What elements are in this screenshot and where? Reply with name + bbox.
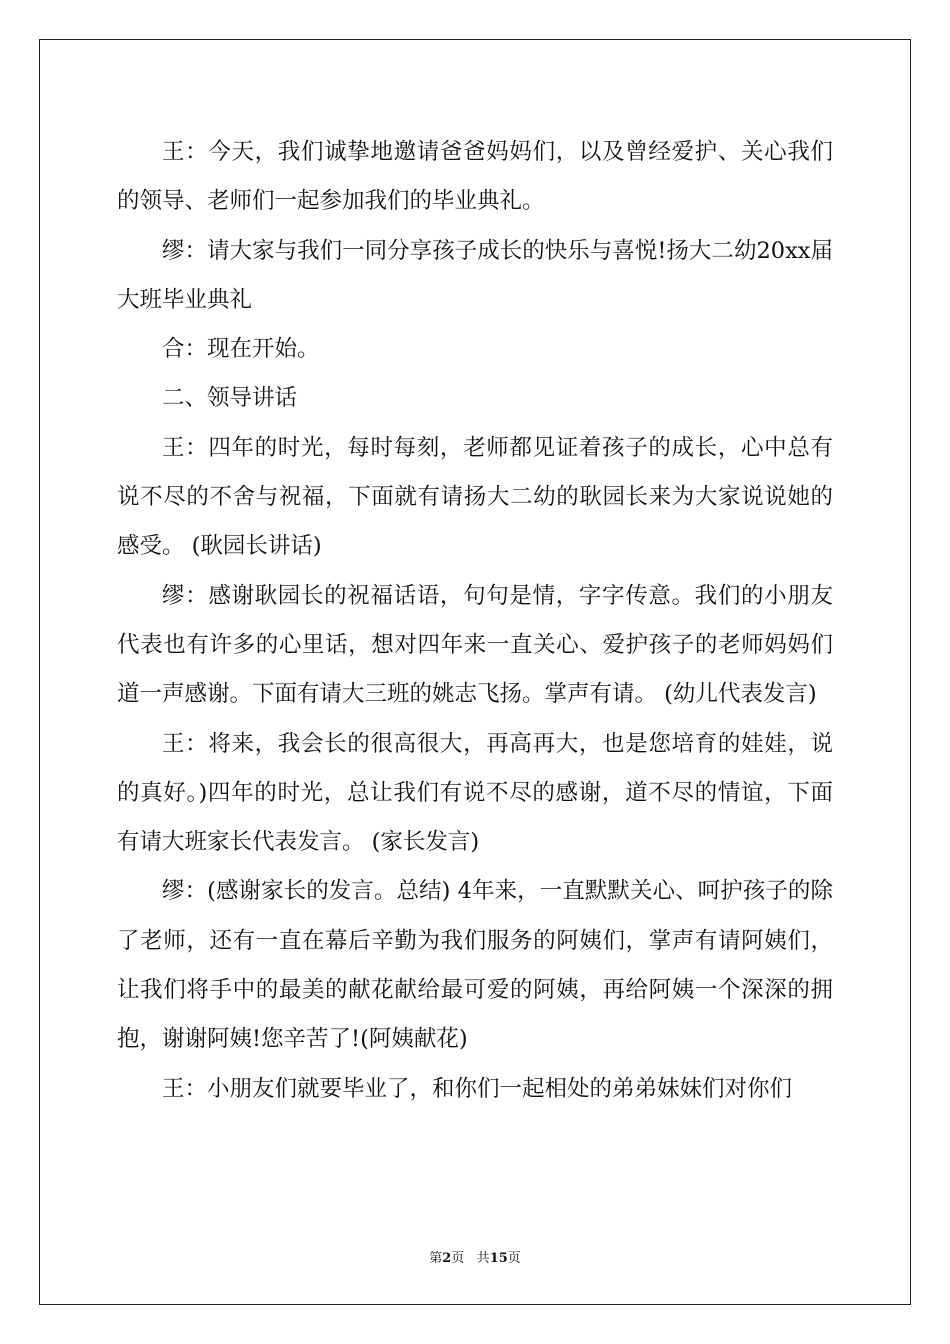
paragraph: 缪：(感谢家长的发言。总结) 4年来，一直默默关心、呵护孩子的除了老师，还有一直在幕后辛勤为我们服务的阿姨们，掌声有请阿姨们，让我们将手中的最美的献花献给最可爱的阿姨，再给阿姨一个深深的拥抱，谢谢阿姨!您辛苦了!(阿姨献花): [117, 878, 833, 1053]
paragraph: 王：小朋友们就要毕业了，和你们一起相处的弟弟妹妹们对你们: [162, 1075, 793, 1102]
total-suffix: 页: [507, 1251, 521, 1266]
paragraph: 缪：感谢耿园长的祝福话语，句句是情，字字传意。我们的小朋友代表也有许多的心里话，想对四年来一直关心、爱护孩子的老师妈妈们道一声感谢。下面有请大三班的姚志飞扬。掌声有请。 (幼儿代表发言): [117, 582, 833, 708]
paragraph: 合：现在开始。: [162, 336, 320, 363]
paragraph: 王：四年的时光，每时每刻，老师都见证着孩子的成长，心中总有说不尽的不舍与祝福，下面就有请扬大二幼的耿园长来为大家说说她的感受。 (耿园长讲话): [117, 434, 833, 560]
page-footer: [0, 1247, 950, 1266]
total-pages: 15: [489, 1251, 508, 1266]
paragraph: 王：将来，我会长的很高很大，再高再大，也是您培育的娃娃，说的真好。)四年的时光，总让我们有说不尽的感谢，道不尽的情谊，下面有请大班家长代表发言。 (家长发言): [117, 730, 833, 856]
page-suffix: 页: [451, 1251, 465, 1266]
total-prefix: 共: [476, 1251, 490, 1266]
document-body: [117, 128, 833, 1114]
page-number: 2: [442, 1251, 452, 1266]
paragraph: 王：今天，我们诚挚地邀请爸爸妈妈们，以及曾经爱护、关心我们的领导、老师们一起参加我们的毕业典礼。: [117, 139, 833, 215]
section-heading: 二、领导讲话: [162, 385, 298, 412]
page-prefix: 第: [429, 1251, 443, 1266]
paragraph: 缪：请大家与我们一同分享孩子成长的快乐与喜悦!扬大二幼20xx届大班毕业典礼: [117, 237, 833, 313]
